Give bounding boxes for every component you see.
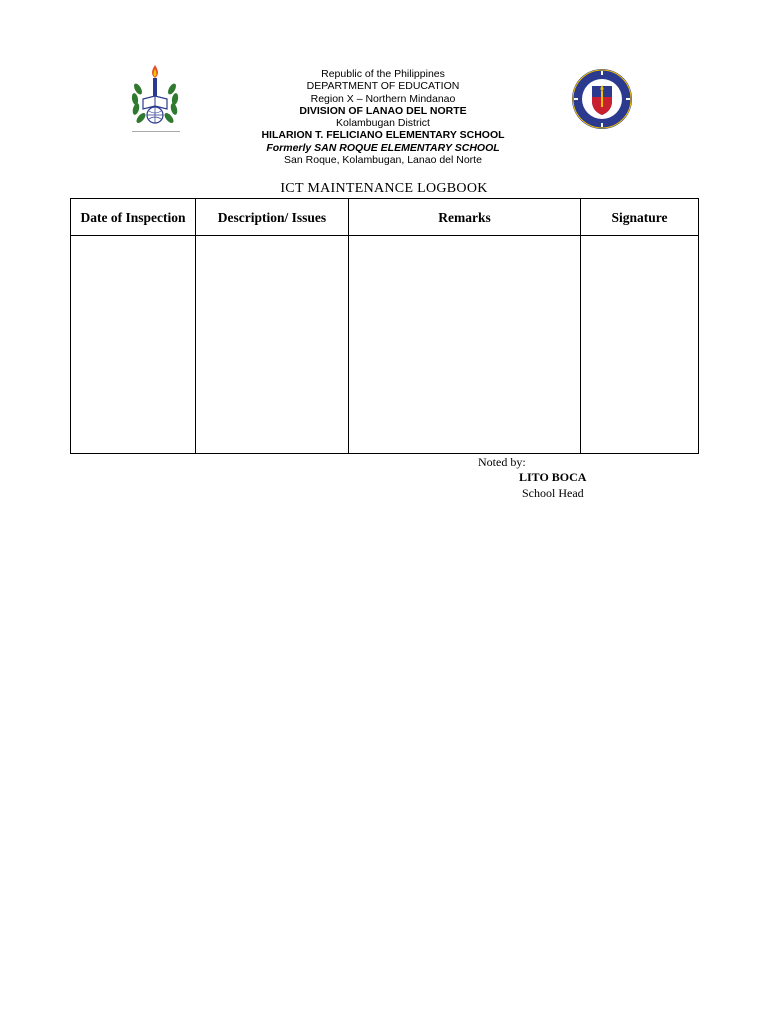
header-former-name: Formerly SAN ROQUE ELEMENTARY SCHOOL (266, 141, 500, 154)
table-header-row (71, 199, 699, 236)
table-row (71, 236, 699, 454)
column-header-signature: Signature (581, 199, 699, 236)
header-department: DEPARTMENT OF EDUCATION (306, 80, 460, 93)
column-header-remarks: Remarks (349, 199, 581, 236)
signatory-position: School Head (522, 486, 584, 500)
header-district: Kolambugan District (336, 117, 430, 130)
letterhead (230, 68, 536, 166)
logbook-table (70, 198, 699, 454)
cell-date[interactable] (71, 236, 196, 454)
noted-by-label: Noted by: (478, 455, 526, 469)
column-header-description: Description/ Issues (196, 199, 349, 236)
document-title: ICT MAINTENANCE LOGBOOK (280, 181, 488, 196)
cell-remarks[interactable] (349, 236, 581, 454)
header-country: Republic of the Philippines (321, 68, 445, 80)
header-region: Region X – Northern Mindanao (310, 92, 456, 105)
header-division: DIVISION OF LANAO DEL NORTE (299, 104, 467, 117)
deped-seal-icon (570, 67, 634, 131)
cell-description[interactable] (196, 236, 349, 454)
signatory-name: LITO BOCA (519, 470, 587, 484)
cell-signature[interactable] (581, 236, 699, 454)
column-header-date: Date of Inspection (71, 199, 196, 236)
header-address: San Roque, Kolambugan, Lanao del Norte (284, 154, 482, 167)
division-seal-icon (124, 63, 188, 139)
header-school-name: HILARION T. FELICIANO ELEMENTARY SCHOOL (261, 129, 505, 142)
